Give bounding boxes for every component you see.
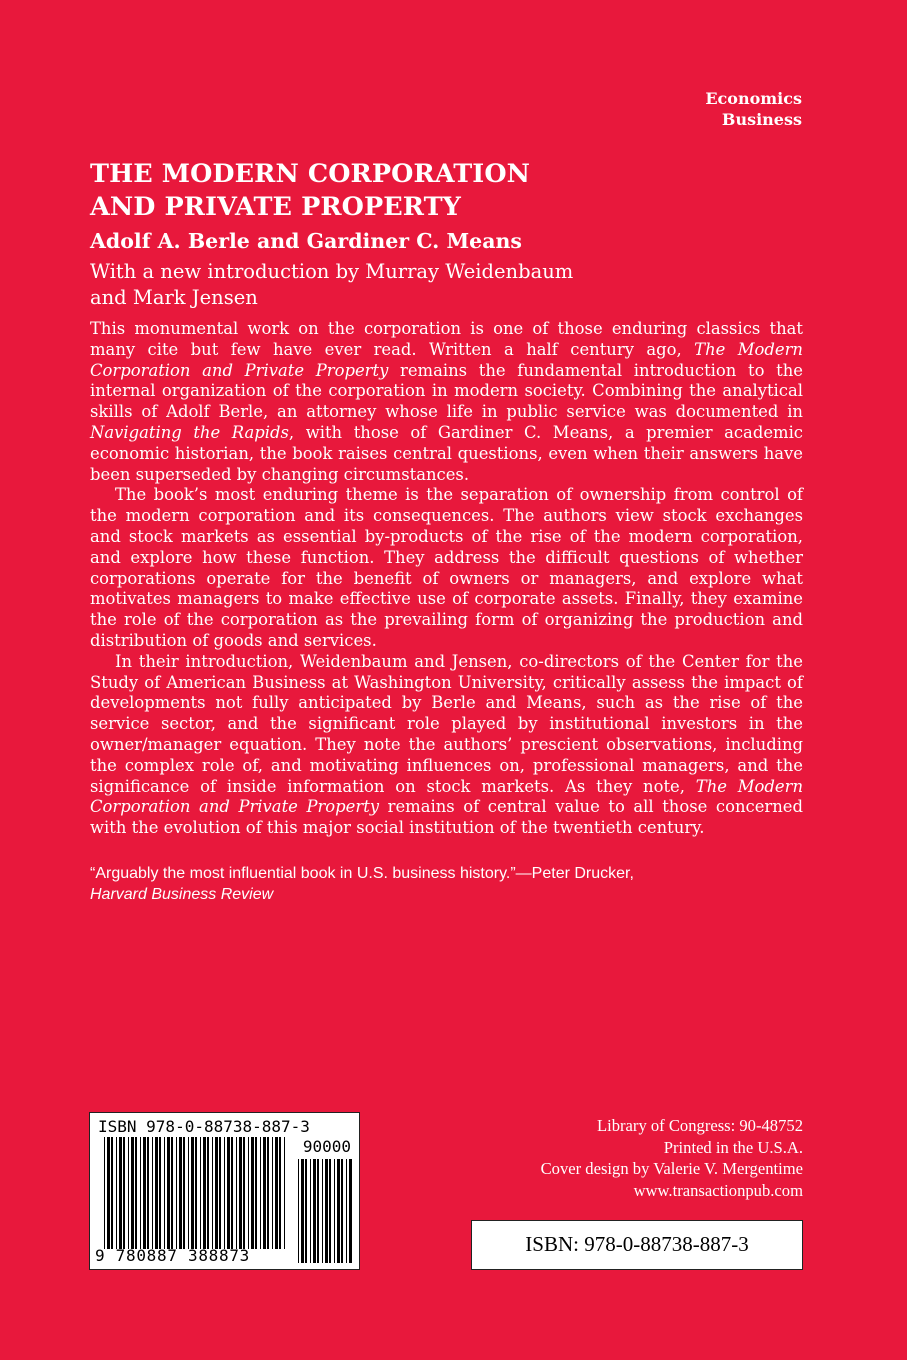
barcode-bar bbox=[203, 1137, 206, 1249]
barcode-bar bbox=[176, 1137, 177, 1249]
barcode-bar bbox=[143, 1137, 146, 1249]
cover-designer: Cover design by Valerie V. Mergentime bbox=[540, 1159, 803, 1179]
barcode-bar bbox=[305, 1159, 307, 1263]
barcode-bar bbox=[140, 1137, 141, 1249]
barcode-bar bbox=[310, 1159, 311, 1263]
barcode-bar bbox=[195, 1137, 197, 1249]
barcode-bar bbox=[260, 1137, 261, 1249]
barcode-bar bbox=[284, 1137, 285, 1249]
quote-text: “Arguably the most influential book in U.S. business history.”—Peter Drucker, bbox=[90, 864, 634, 882]
barcode-bar bbox=[279, 1137, 281, 1249]
barcode-bar bbox=[334, 1159, 335, 1263]
barcode-bar bbox=[116, 1137, 117, 1249]
subject-categories bbox=[705, 88, 802, 130]
barcode-bar bbox=[219, 1137, 221, 1249]
introduction-credit-line-2: and Mark Jensen bbox=[90, 286, 258, 309]
paragraph-text: The book’s most enduring theme is the separation of ownership from control of the modern corporation and its consequences. The authors view stock exchanges and stock markets as essential by-products of the rise of the modern corporation, and explore how these function. They address the difficult questions of whether corporations operate for the benefit of owners or managers, and explore what motivates managers to make effective use of corporate assets. Finally, they examine the role of the corporation as the prevailing form of organizing the production and distribution of goods and services. bbox=[90, 485, 803, 650]
barcode-bar bbox=[231, 1137, 233, 1249]
barcode-bar bbox=[322, 1159, 323, 1263]
book-title-line-1: THE MODERN CORPORATION bbox=[90, 159, 531, 189]
barcode-bar bbox=[272, 1137, 273, 1249]
isbn-box: ISBN: 978-0-88738-887-3 bbox=[471, 1220, 803, 1270]
barcode-bar bbox=[239, 1137, 242, 1249]
barcode-bar bbox=[224, 1137, 225, 1249]
quote-source-title: Harvard Business Review bbox=[90, 885, 274, 903]
barcode-bar bbox=[275, 1137, 278, 1249]
library-of-congress-number: Library of Congress: 90-48752 bbox=[596, 1116, 803, 1135]
introduction-credit-line-1: With a new introduction by Murray Weidenbaum bbox=[90, 260, 574, 283]
barcode-bar bbox=[346, 1159, 347, 1263]
barcode-bar bbox=[128, 1137, 129, 1249]
barcode-bar bbox=[111, 1137, 113, 1249]
book-title-reference: The Modern Corporation and Private Property bbox=[90, 339, 803, 380]
barcode-bar bbox=[248, 1137, 249, 1249]
description-paragraph-3 bbox=[90, 652, 803, 839]
barcode-bar bbox=[179, 1137, 182, 1249]
publisher-website: www.transactionpub.com bbox=[633, 1181, 803, 1201]
book-title-reference: The Modern Corporation and Private Property bbox=[90, 776, 803, 817]
paragraph-text: remains of central value to all those concerned with the evolution of this major social institution of the twentieth century. bbox=[90, 797, 803, 838]
barcode-bar bbox=[337, 1159, 340, 1263]
paragraph-text: , with those of Gardiner C. Means, a premier academic economic historian, the book raises central questions, even when their answers have been superseded by changing circumstances. bbox=[90, 422, 803, 484]
description-paragraph-1 bbox=[90, 319, 803, 485]
book-authors: Adolf A. Berle and Gardiner C. Means bbox=[90, 229, 522, 253]
barcode-bar bbox=[255, 1137, 257, 1249]
barcode-bar bbox=[325, 1159, 328, 1263]
barcode-bar bbox=[329, 1159, 331, 1263]
barcode-bar bbox=[119, 1137, 122, 1249]
barcode-bar bbox=[135, 1137, 137, 1249]
barcode-bar bbox=[200, 1137, 201, 1249]
barcode-bar bbox=[313, 1159, 316, 1263]
description-paragraph-2 bbox=[90, 485, 803, 651]
barcode-bar bbox=[191, 1137, 194, 1249]
category-business: Business bbox=[721, 110, 802, 129]
book-description bbox=[90, 319, 803, 839]
barcode-bar bbox=[215, 1137, 218, 1249]
barcode-bar bbox=[188, 1137, 189, 1249]
barcode-isbn-label: ISBN 978-0-88738-887-3 bbox=[98, 1117, 310, 1136]
barcode-bar bbox=[227, 1137, 230, 1249]
category-economics: Economics bbox=[705, 89, 802, 108]
barcode-bar bbox=[152, 1137, 153, 1249]
barcode-bar bbox=[267, 1137, 269, 1249]
barcode-bar bbox=[147, 1137, 149, 1249]
barcode-bar bbox=[107, 1137, 110, 1249]
book-title-line-2: AND PRIVATE PROPERTY bbox=[90, 192, 461, 222]
review-quote bbox=[90, 863, 803, 905]
book-title-reference: Navigating the Rapids bbox=[90, 422, 289, 442]
barcode-bar bbox=[263, 1137, 266, 1249]
barcode-bar bbox=[155, 1137, 158, 1249]
barcode-bar bbox=[349, 1159, 352, 1263]
paragraph-text: In their introduction, Weidenbaum and Jensen, co-directors of the Center for the Study of American Business at Washington University, critically assess the impact of developments not fully anticipated by Berle and Means, such as the rise of the service sector, and the significant role played by institutional investors in the owner/manager equation. They note the authors’ prescient observations, including the complex role of, and motivating influences on, professional managers, and the significance of inside information on stock markets. As they note, bbox=[90, 651, 803, 796]
publication-credits bbox=[541, 1115, 803, 1202]
barcode-bar bbox=[164, 1137, 165, 1249]
barcode-bar bbox=[123, 1137, 125, 1249]
barcode-bar bbox=[236, 1137, 237, 1249]
book-title bbox=[90, 158, 803, 224]
barcode-bar bbox=[298, 1159, 299, 1263]
barcode-price-code: 90000 bbox=[302, 1137, 351, 1156]
quote-source bbox=[90, 884, 803, 905]
barcode-bar bbox=[341, 1159, 343, 1263]
barcode-bar bbox=[167, 1137, 170, 1249]
barcode-digits: 9 780887 388873 bbox=[95, 1246, 250, 1265]
barcode-bar bbox=[104, 1137, 105, 1249]
barcode-bar bbox=[251, 1137, 254, 1249]
barcode-bar bbox=[183, 1137, 185, 1249]
isbn-barcode bbox=[89, 1112, 360, 1270]
barcode-bar bbox=[243, 1137, 245, 1249]
main-content bbox=[90, 158, 803, 905]
barcode-bar bbox=[301, 1159, 304, 1263]
printed-in: Printed in the U.S.A. bbox=[663, 1137, 803, 1157]
barcode-bar bbox=[207, 1137, 209, 1249]
barcode-bar bbox=[317, 1159, 319, 1263]
barcode-bar bbox=[212, 1137, 213, 1249]
barcode-bar bbox=[171, 1137, 173, 1249]
barcode-bar bbox=[159, 1137, 161, 1249]
paragraph-text: remains the fundamental introduction to the internal organization of the corporation in modern society. Combining the analytical skills of Adolf Berle, an attorney whose life in public service was documented in bbox=[90, 360, 803, 422]
introduction-credit bbox=[90, 259, 803, 311]
barcode-bar bbox=[131, 1137, 134, 1249]
paragraph-text: This monumental work on the corporation is one of those enduring classics that many cite but few have ever read. Written a half century ago, bbox=[90, 319, 803, 359]
